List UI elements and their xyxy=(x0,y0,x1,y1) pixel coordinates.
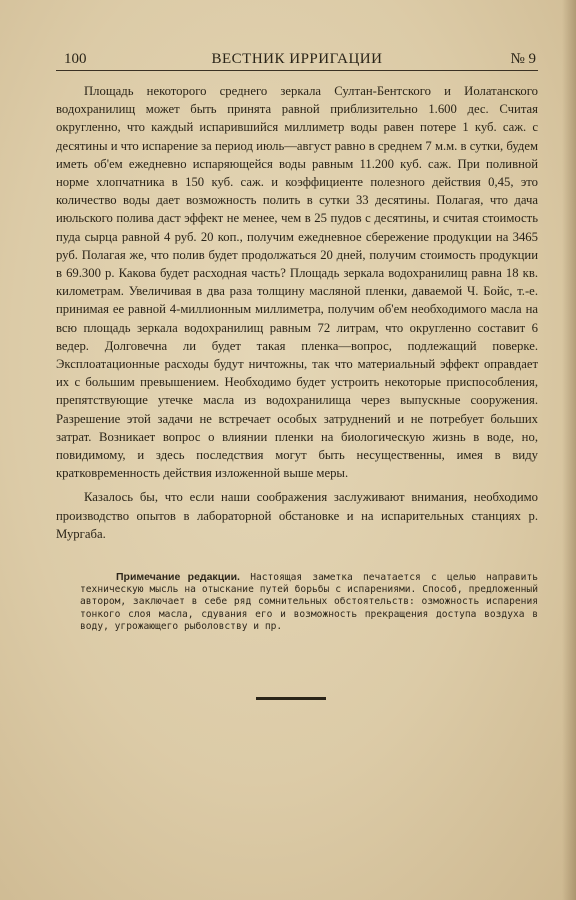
end-rule xyxy=(256,697,326,700)
running-header xyxy=(56,48,538,71)
editorial-note-label: Примечание редакции. xyxy=(116,571,240,583)
journal-title: ВЕСТНИК ИРРИГАЦИИ xyxy=(211,51,383,67)
article-body xyxy=(56,82,538,543)
issue-number: № 9 xyxy=(510,51,536,67)
paragraph-conclusion: Казалось бы, что если наши соображения заслуживают внимания, необходимо производство опытов в лабораторной обстановке и на испарительных станциях р. Мургаба. xyxy=(56,490,538,541)
page-spine-shadow xyxy=(562,0,576,900)
editorial-note-text: Настоящая заметка печатается с целью направить техническую мысль на отыскание путей борьбы с испарениями. Способ, предложенный автором, заключает в себе ряд сомнительных обстоятельств: озможность испарения тонкого слоя масла, сдувания его и возможность прекращения доступа воздуха в воду, угрожающего рыболовству и пр. xyxy=(80,572,539,632)
editorial-note-block xyxy=(80,571,538,633)
paragraph-main: Площадь некоторого среднего зеркала Султан-Бентского и Иолатанского водохранилищ может быть принята равной приблизительно 1.600 дес. Считая округленно, что каждый испарившийся миллиметр воды равен потере 1 куб. саж. с десятины и что испарение за период июль—август равно в среднем 7 м.м. в сутки, будем иметь об'ем ежедневно испаряющейся воды равным 11.200 куб. саж. При поливной норме хлопчатника в 150 куб. саж. и коэффициенте полезного действия 0,45, это количество воды дает возможность полить в сутки 33 десятины. Полагая, что дача июльского полива даст эффект не менее, чем в 25 пудов с десятины, и считая стоимость пуда сырца равной 4 руб. 20 коп., получим ежедневное сбережение продукции на 3465 руб. Полагая же, что полив будет продолжаться 20 дней, получим стоимость продукции в 69.300 р. Какова будет расходная часть? Площадь зеркала водохранилищ равна 18 кв. километрам. Увеличивая в два раза толщину масляной пленки, даваемой Ч. Бойс, т.-е. принимая ее равной 4-миллионным миллиметра, получим об'ем необходимого масла на всю площадь зеркала водохранилищ равным 72 литрам, что округленно составит 6 ведер. Долговечна ли будет такая пленка—вопрос, подлежащий поверке. Эксплоатационные расходы будут ничтожны, так что материальный эффект оправдает их с большим превышением. Необходимо будет устроить некоторые приспособления, препятствующие утечке масла из водохранилища через выпускные сооружения. Разрешение этой задачи не встречает особых затруднений и не потребует больших затрат. Возникает вопрос о влиянии пленки на биологическую жизнь в воде, но, повидимому, и здесь последствия могут быть несущественны, имея в виду кратковременность действия изложенной выше меры. xyxy=(56,84,538,481)
editorial-note xyxy=(80,571,538,633)
page-number: 100 xyxy=(64,51,87,67)
